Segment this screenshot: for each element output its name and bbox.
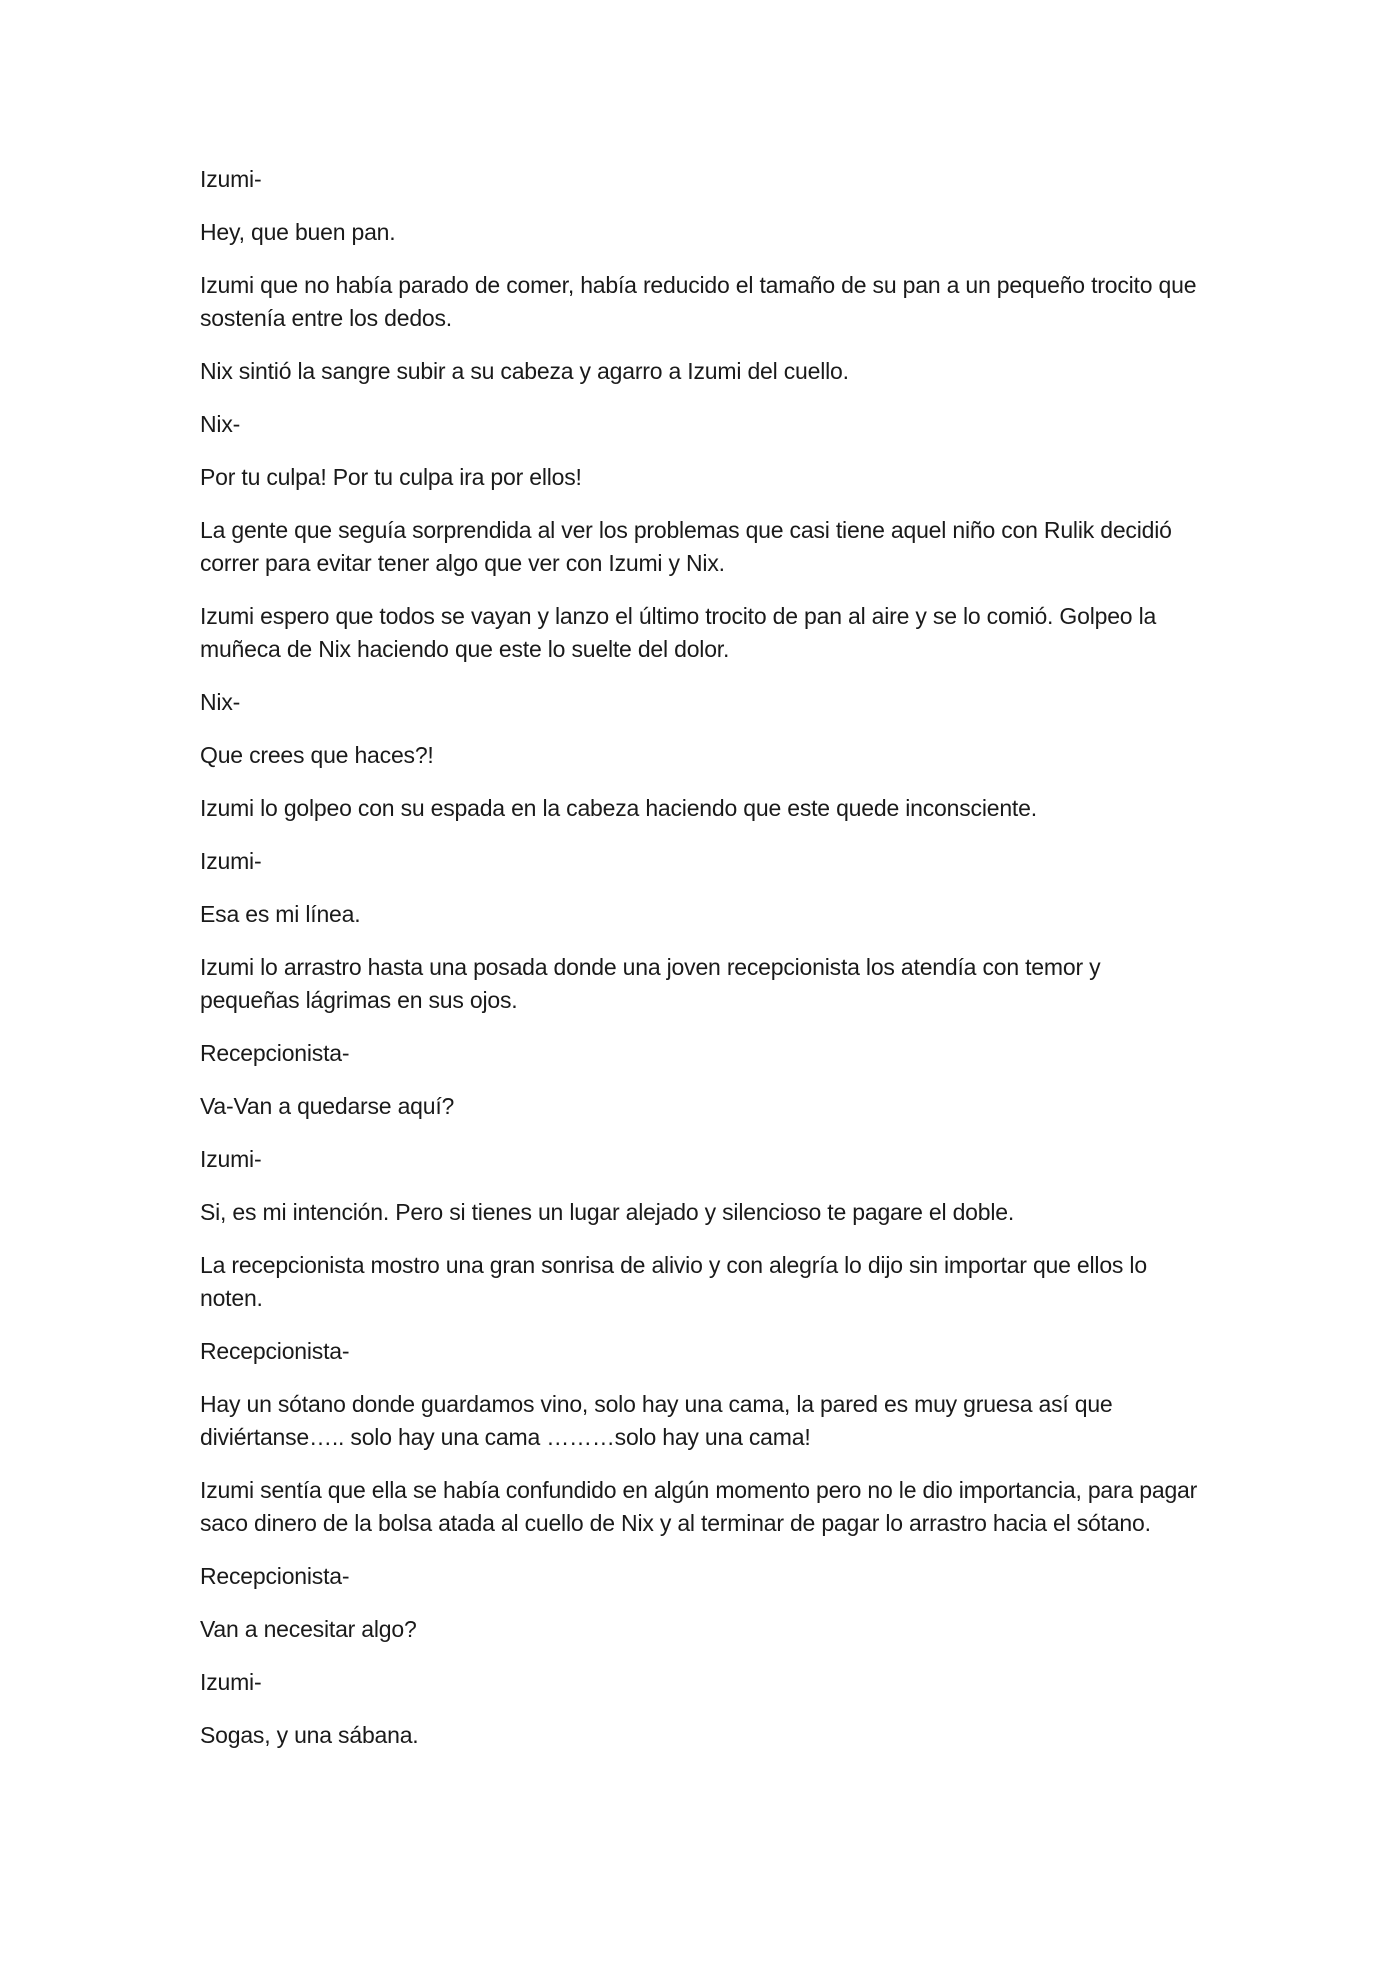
- speaker-label: Recepcionista-: [200, 1563, 350, 1589]
- speaker-label: Nix-: [200, 689, 241, 715]
- speaker-label: Izumi-: [200, 1146, 262, 1172]
- dialogue-line: Si, es mi intención. Pero si tienes un lugar alejado y silencioso te pagare el doble.: [200, 1199, 1015, 1225]
- speaker-label: Izumi-: [200, 166, 262, 192]
- dialogue-line: Van a necesitar algo?: [200, 1616, 417, 1642]
- speaker-label: Nix-: [200, 411, 241, 437]
- dialogue-line: Hey, que buen pan.: [200, 219, 396, 245]
- narration-paragraph: Izumi que no había parado de comer, había reducido el tamaño de su pan a un pequeño trocito que sostenía entre los dedos.: [200, 272, 1197, 331]
- narration-paragraph: La recepcionista mostro una gran sonrisa de alivio y con alegría lo dijo sin importar que ellos lo noten.: [200, 1252, 1147, 1311]
- dialogue-line: Sogas, y una sábana.: [200, 1722, 419, 1748]
- narration-paragraph: Izumi sentía que ella se había confundido en algún momento pero no le dio importancia, para pagar saco dinero de la bolsa atada al cuello de Nix y al terminar de pagar lo arrastro hacia el sótano.: [200, 1477, 1198, 1536]
- speaker-label: Recepcionista-: [200, 1338, 350, 1364]
- speaker-label: Izumi-: [200, 1669, 262, 1695]
- document-body: [200, 163, 1200, 1772]
- dialogue-line: Hay un sótano donde guardamos vino, solo hay una cama, la pared es muy gruesa así que diviértanse….. solo hay una cama ………solo hay una cama!: [200, 1391, 1113, 1450]
- narration-paragraph: Izumi lo golpeo con su espada en la cabeza haciendo que este quede inconsciente.: [200, 795, 1037, 821]
- narration-paragraph: Izumi espero que todos se vayan y lanzo el último trocito de pan al aire y se lo comió. Golpeo la muñeca de Nix haciendo que este lo suelte del dolor.: [200, 603, 1157, 662]
- dialogue-line: Por tu culpa! Por tu culpa ira por ellos!: [200, 464, 582, 490]
- narration-paragraph: La gente que seguía sorprendida al ver los problemas que casi tiene aquel niño con Rulik decidió correr para evitar tener algo que ver con Izumi y Nix.: [200, 517, 1172, 576]
- speaker-label: Izumi-: [200, 848, 262, 874]
- dialogue-line: Va-Van a quedarse aquí?: [200, 1093, 455, 1119]
- speaker-label: Recepcionista-: [200, 1040, 350, 1066]
- dialogue-line: Esa es mi línea.: [200, 901, 361, 927]
- narration-paragraph: Izumi lo arrastro hasta una posada donde una joven recepcionista los atendía con temor y pequeñas lágrimas en sus ojos.: [200, 954, 1101, 1013]
- dialogue-line: Que crees que haces?!: [200, 742, 434, 768]
- narration-paragraph: Nix sintió la sangre subir a su cabeza y agarro a Izumi del cuello.: [200, 358, 849, 384]
